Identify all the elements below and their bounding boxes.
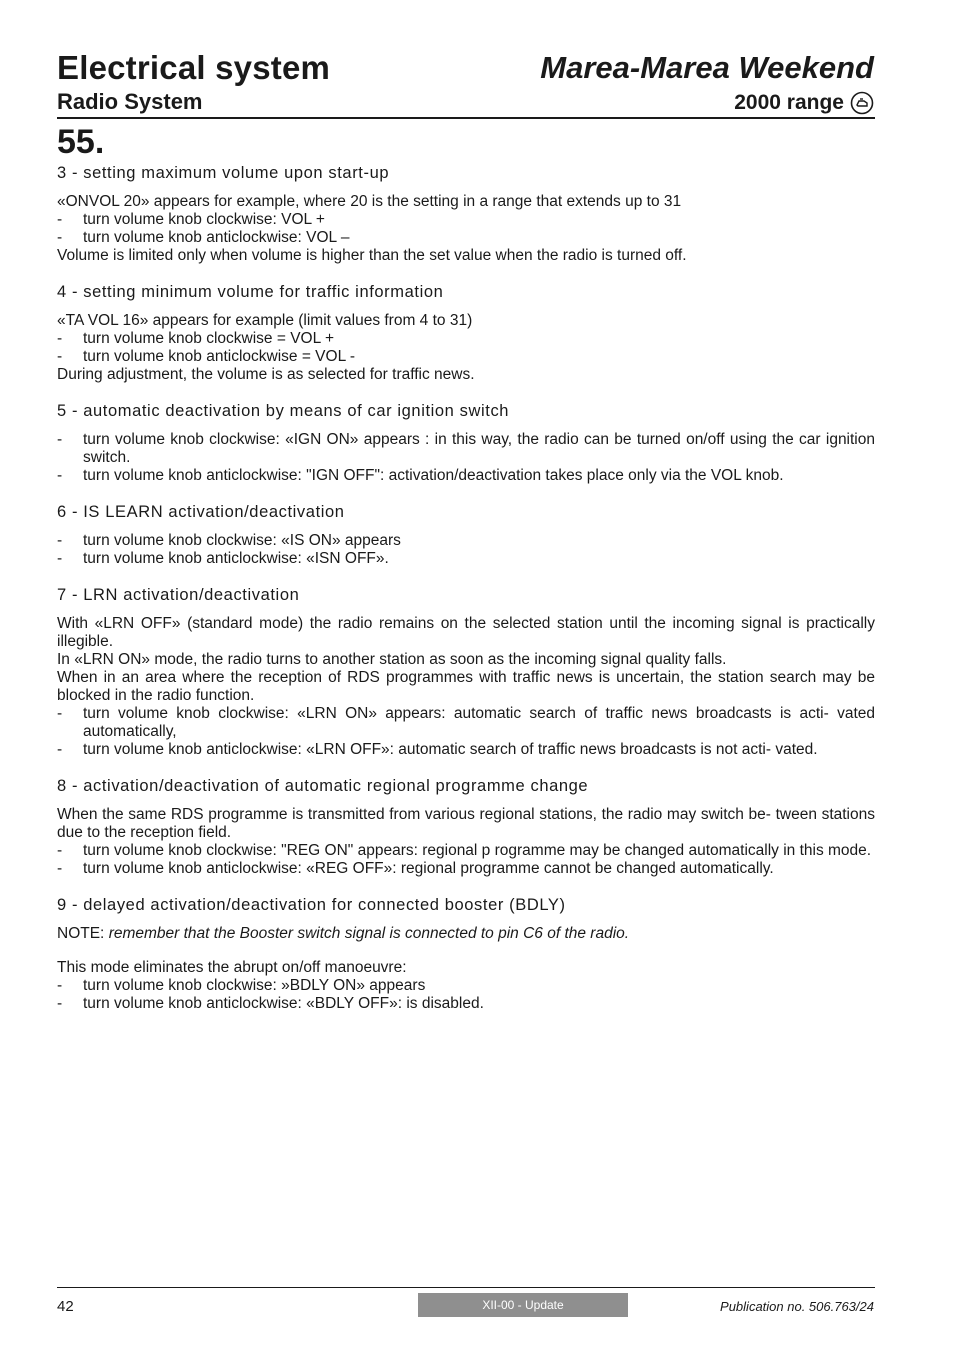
procedure-section <box>57 895 875 1013</box>
bullet-item <box>57 705 875 741</box>
bullet-item <box>57 431 875 467</box>
footer-rule <box>57 1287 875 1288</box>
procedure-section <box>57 163 875 265</box>
section-number: 55. <box>57 123 105 161</box>
dash-bullet: - <box>57 229 63 246</box>
vehicle-model: Marea-Marea Weekend <box>540 50 874 85</box>
bullet-item <box>57 550 875 568</box>
engine-symbol-icon <box>850 91 874 115</box>
bullet-text: turn volume knob anticlockwise: VOL – <box>83 229 350 246</box>
dash-bullet: - <box>57 705 63 722</box>
dash-bullet: - <box>57 550 63 567</box>
bullet-text: turn volume knob anticlockwise: «LRN OFF»: automatic search of traffic news broadcasts is not acti- vated. <box>83 741 818 758</box>
paragraph: This mode eliminates the abrupt on/off manoeuvre: <box>57 959 407 976</box>
bullet-item <box>57 467 875 485</box>
paragraph: During adjustment, the volume is as selected for traffic news. <box>57 366 475 383</box>
bullet-text: turn volume knob clockwise: «LRN ON» appears: automatic search of traffic news broadcasts is acti- vated automatically, <box>83 705 875 740</box>
bullet-text: turn volume knob clockwise: VOL + <box>83 211 325 228</box>
bullet-item <box>57 348 875 366</box>
bullet-text: turn volume knob clockwise: »BDLY ON» appears <box>83 977 426 994</box>
bullet-text: turn volume knob clockwise: "REG ON" appears: regional p rogramme may be changed automatically in this mode. <box>83 842 872 859</box>
paragraph: «TA VOL 16» appears for example (limit values from 4 to 31) <box>57 312 473 329</box>
section-heading: 7 - LRN activation/deactivation <box>57 586 300 604</box>
dash-bullet: - <box>57 431 63 448</box>
bullet-text: turn volume knob clockwise: «IGN ON» appears : in this way, the radio can be turned on/off using the car ignition switch. <box>83 431 875 466</box>
note <box>57 925 875 943</box>
bullet-item <box>57 229 875 247</box>
dash-bullet: - <box>57 995 63 1012</box>
chapter-subtitle: Radio System <box>57 89 203 114</box>
section-heading: 4 - setting minimum volume for traffic information <box>57 283 444 301</box>
procedure-section <box>57 776 875 878</box>
paragraph: When in an area where the reception of RDS programmes with traffic news is uncertain, the station search may be blocked in the radio function. <box>57 669 875 704</box>
procedure-section <box>57 585 875 759</box>
procedure-section <box>57 282 875 384</box>
dash-bullet: - <box>57 348 63 365</box>
bullet-item <box>57 330 875 348</box>
section-heading: 8 - activation/deactivation of automatic regional programme change <box>57 777 589 795</box>
page-content <box>57 163 875 1030</box>
procedure-section <box>57 502 875 568</box>
dash-bullet: - <box>57 860 63 877</box>
update-badge: XII-00 - Update <box>418 1293 628 1317</box>
range-label: 2000 range <box>734 91 844 114</box>
header-right <box>540 48 874 116</box>
paragraph: When the same RDS programme is transmitted from various regional stations, the radio may switch be- tween stations due to the reception field. <box>57 806 875 841</box>
dash-bullet: - <box>57 532 63 549</box>
note-text: remember that the Booster switch signal is connected to pin C6 of the radio. <box>108 925 630 942</box>
dash-bullet: - <box>57 467 63 484</box>
paragraph: With «LRN OFF» (standard mode) the radio remains on the selected station until the incoming signal is practically illegible. <box>57 615 875 650</box>
section-heading: 5 - automatic deactivation by means of car ignition switch <box>57 402 510 420</box>
publication-number: Publication no. 506.763/24 <box>720 1299 874 1314</box>
chapter-title: Electrical system <box>57 49 331 86</box>
header-left <box>57 48 330 115</box>
model-range <box>540 90 874 116</box>
bullet-item <box>57 995 875 1013</box>
bullet-text: turn volume knob anticlockwise: «BDLY OFF»: is disabled. <box>83 995 484 1012</box>
note-label: NOTE: <box>57 925 105 942</box>
dash-bullet: - <box>57 741 63 758</box>
bullet-text: turn volume knob clockwise = VOL + <box>83 330 334 347</box>
section-heading: 9 - delayed activation/deactivation for connected booster (BDLY) <box>57 896 566 914</box>
page-number: 42 <box>57 1298 74 1315</box>
dash-bullet: - <box>57 842 63 859</box>
bullet-text: turn volume knob anticlockwise = VOL - <box>83 348 356 365</box>
bullet-item <box>57 741 875 759</box>
section-heading: 3 - setting maximum volume upon start-up <box>57 164 390 182</box>
paragraph: In «LRN ON» mode, the radio turns to another station as soon as the incoming signal quality falls. <box>57 651 727 668</box>
bullet-item <box>57 860 875 878</box>
dash-bullet: - <box>57 211 63 228</box>
bullet-text: turn volume knob anticlockwise: «REG OFF»: regional programme cannot be changed automatically. <box>83 860 774 877</box>
section-heading: 6 - IS LEARN activation/deactivation <box>57 503 345 521</box>
dash-bullet: - <box>57 977 63 994</box>
bullet-item <box>57 842 875 860</box>
bullet-item <box>57 211 875 229</box>
header-rule <box>57 117 875 119</box>
bullet-item <box>57 532 875 550</box>
bullet-text: turn volume knob clockwise: «IS ON» appears <box>83 532 401 549</box>
bullet-text: turn volume knob anticlockwise: "IGN OFF": activation/deactivation takes place only via the VOL knob. <box>83 467 784 484</box>
bullet-text: turn volume knob anticlockwise: «ISN OFF». <box>83 550 389 567</box>
paragraph: «ONVOL 20» appears for example, where 20 is the setting in a range that extends up to 31 <box>57 193 682 210</box>
procedure-section <box>57 401 875 485</box>
paragraph: Volume is limited only when volume is higher than the set value when the radio is turned off. <box>57 247 687 264</box>
dash-bullet: - <box>57 330 63 347</box>
bullet-item <box>57 977 875 995</box>
